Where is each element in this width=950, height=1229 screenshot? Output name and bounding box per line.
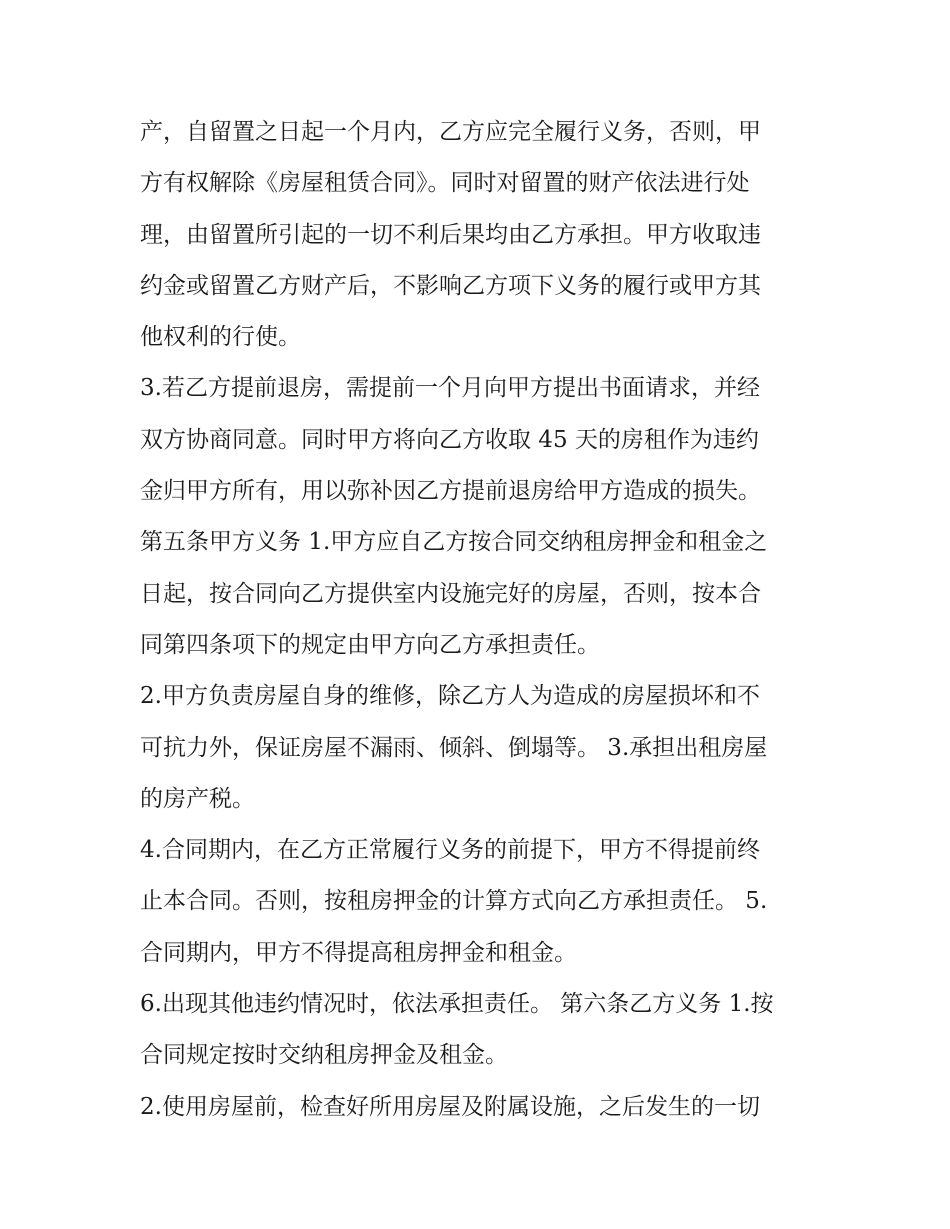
text-line-15: 4.合同期内，在乙方正常履行义务的前提下，甲方不得提前终 — [140, 837, 760, 864]
text-line-3: 理，由留置所引起的一切不利后果均由乙方承担。甲方收取违 — [140, 221, 761, 248]
text-line-8: 金归甲方所有，用以弥补因乙方提前退房给甲方造成的损失。 — [140, 478, 761, 505]
text-line-14: 的房产税。 — [140, 785, 255, 812]
text-line-4: 约金或留置乙方财产后，不影响乙方项下义务的履行或甲方其 — [140, 272, 761, 299]
text-line-13: 可抗力外，保证房屋不漏雨、倾斜、倒塌等。 3.承担出租房屋 — [140, 734, 768, 761]
text-line-11: 同第四条项下的规定由甲方向乙方承担责任。 — [140, 631, 600, 658]
text-line-16: 止本合同。否则，按租房押金的计算方式向乙方承担责任。 5. — [140, 888, 768, 915]
text-line-19: 合同规定按时交纳租房押金及租金。 — [140, 1042, 508, 1069]
text-line-6: 3.若乙方提前退房，需提前一个月向甲方提出书面请求，并经 — [140, 375, 760, 402]
text-line-7: 双方协商同意。同时甲方将向乙方收取 45 天的房租作为违约 — [140, 426, 759, 453]
text-line-12: 2.甲方负责房屋自身的维修，除乙方人为造成的房屋损坏和不 — [140, 683, 760, 710]
text-line-18: 6.出现其他违约情况时，依法承担责任。 第六条乙方义务 1.按 — [140, 991, 774, 1018]
text-line-5: 他权利的行使。 — [140, 324, 301, 351]
text-line-1: 产，自留置之日起一个月内，乙方应完全履行义务，否则，甲 — [140, 119, 761, 145]
text-line-2: 方有权解除《房屋租赁合同》。同时对留置的财产依法进行处 — [140, 170, 750, 197]
text-line-9: 第五条甲方义务 1.甲方应自乙方按合同交纳租房押金和租金之 — [140, 529, 768, 556]
text-line-20: 2.使用房屋前，检查好所用房屋及附属设施，之后发生的一切 — [140, 1093, 760, 1120]
text-line-10: 日起，按合同向乙方提供室内设施完好的房屋，否则，按本合 — [140, 580, 761, 607]
text-line-17: 合同期内，甲方不得提高租房押金和租金。 — [140, 939, 577, 966]
contract-text-body — [140, 107, 820, 1133]
